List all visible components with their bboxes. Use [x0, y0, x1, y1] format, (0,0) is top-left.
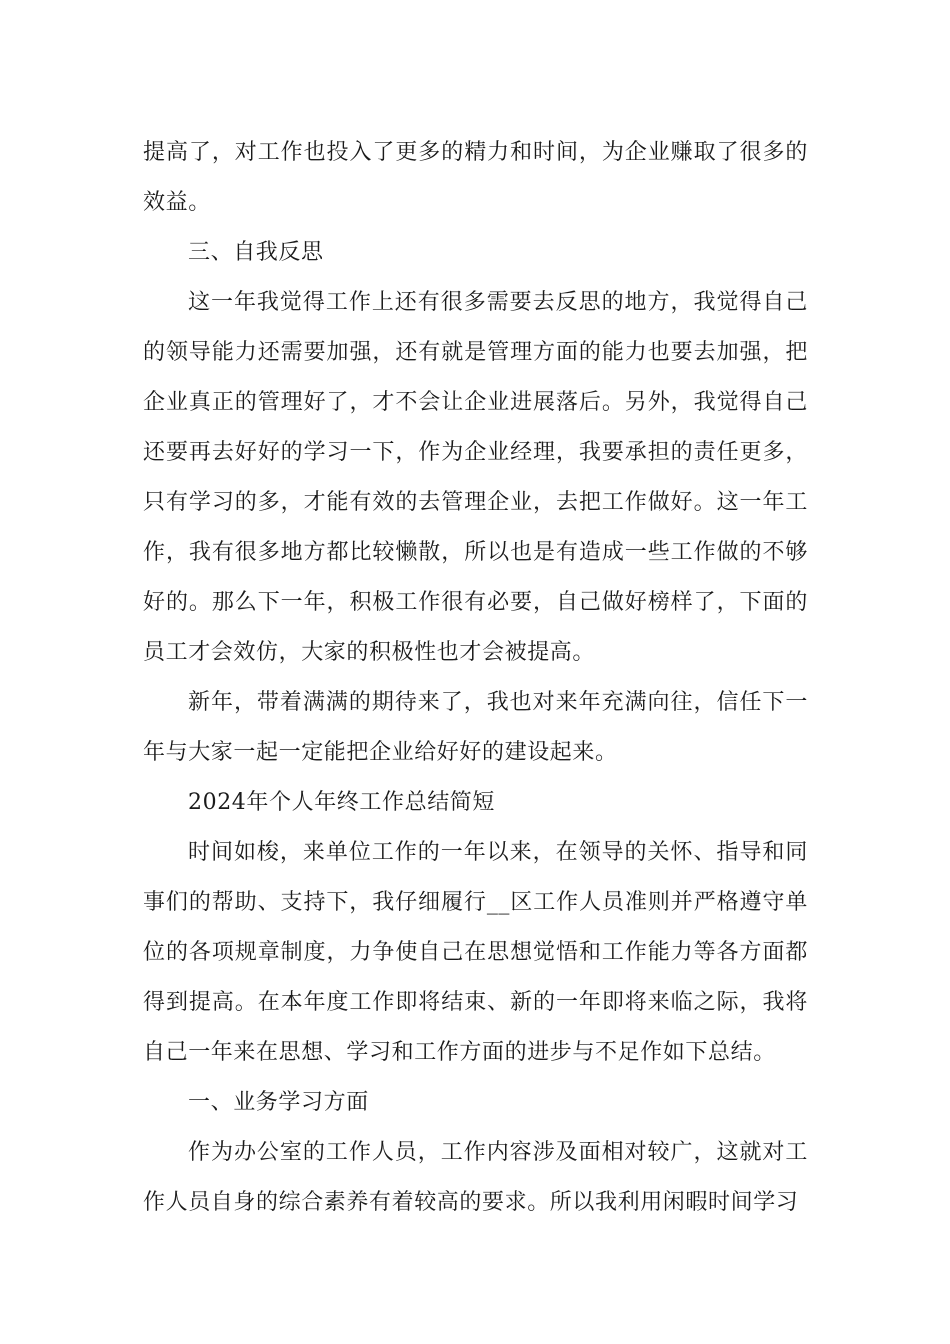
paragraph-business-study: 作为办公室的工作人员，工作内容涉及面相对较广，这就对工作人员自身的综合素养有着较高的要求。所以我利用闲暇时间学习 — [143, 1140, 808, 1215]
section-heading-self-reflection: 三、自我反思 — [188, 240, 324, 265]
paragraph-intro: 时间如梭，来单位工作的一年以来，在领导的关怀、指导和同事们的帮助、支持下，我仔细履行__区工作人员准则并严格遵守单位的各项规章制度，力争使自己在思想觉悟和工作能力等各方面都得到提高。在本年度工作即将结束、新的一年即将来临之际，我将自己一年来在思想、学习和工作方面的进步与不足作如下总结。 — [143, 840, 808, 1065]
paragraph-new-year: 新年，带着满满的期待来了，我也对来年充满向往，信任下一年与大家一起一定能把企业给好好的建设起来。 — [143, 690, 808, 765]
document-body — [143, 128, 808, 1228]
section-heading-business-study: 一、业务学习方面 — [188, 1090, 369, 1115]
paragraph-continuation: 提高了，对工作也投入了更多的精力和时间，为企业赚取了很多的效益。 — [143, 140, 808, 215]
paragraph-self-reflection: 这一年我觉得工作上还有很多需要去反思的地方，我觉得自己的领导能力还需要加强，还有就是管理方面的能力也要去加强，把企业真正的管理好了，才不会让企业进展落后。另外，我觉得自己还要再去好好的学习一下，作为企业经理，我要承担的责任更多，只有学习的多，才能有效的去管理企业，去把工作做好。这一年工作，我有很多地方都比较懒散，所以也是有造成一些工作做的不够好的。那么下一年，积极工作很有必要，自己做好榜样了，下面的员工才会效仿，大家的积极性也才会被提高。 — [143, 290, 808, 665]
document-subtitle: 2024年个人年终工作总结简短 — [188, 790, 495, 815]
